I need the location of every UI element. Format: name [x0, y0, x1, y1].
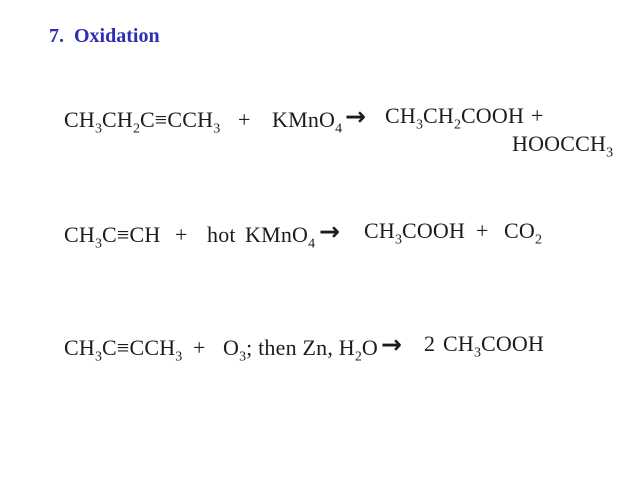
- plus-sign: +: [531, 103, 544, 128]
- reaction-arrow-icon: →: [381, 330, 402, 359]
- formula-ch3cooh: [364, 218, 466, 248]
- formula-text: CH: [443, 331, 474, 356]
- formula-text: COOH: [480, 331, 545, 356]
- formula-text: CH: [64, 107, 95, 132]
- reagent-o3-then-zn-h2o: [223, 335, 378, 365]
- subscript: 2: [534, 232, 542, 248]
- subscript: 3: [213, 121, 221, 137]
- formula-kmno4: [245, 222, 316, 252]
- subscript: 3: [175, 349, 183, 365]
- formula-hoocch3: [512, 131, 614, 161]
- formula-kmno4: [272, 107, 343, 137]
- formula-text: CO: [504, 218, 535, 243]
- formula-ch3cooh: [443, 331, 545, 361]
- formula-ch3cch: [64, 222, 161, 252]
- formula-co2: [504, 218, 542, 248]
- plus-sign: +: [193, 335, 206, 360]
- subscript: 2: [354, 349, 362, 365]
- plus-sign: +: [238, 107, 251, 132]
- formula-text: CH: [64, 222, 95, 247]
- formula-text: CH: [364, 218, 395, 243]
- formula-text: COOH: [460, 103, 525, 128]
- subscript: 2: [132, 121, 140, 137]
- formula-text: CH: [422, 103, 454, 128]
- formula-ch3ch2ccch3: [64, 107, 221, 137]
- formula-text: COOH: [401, 218, 466, 243]
- formula-text: CH: [64, 335, 95, 360]
- formula-text: KMnO: [272, 107, 336, 132]
- subscript: 3: [394, 232, 402, 248]
- reaction-arrow-icon: →: [345, 102, 366, 131]
- hot-label: hot: [207, 222, 236, 247]
- formula-text: C≡CCH: [139, 107, 214, 132]
- formula-text: HOOCCH: [512, 131, 607, 156]
- subscript: 3: [606, 145, 614, 161]
- subscript: 3: [239, 349, 247, 365]
- formula-text: KMnO: [245, 222, 309, 247]
- formula-text: CH: [385, 103, 416, 128]
- subscript: 3: [473, 345, 481, 361]
- plus-sign: +: [175, 222, 188, 247]
- slide-title: 7. Oxidation: [49, 25, 160, 47]
- reaction-arrow-icon: →: [319, 217, 340, 246]
- subscript: 3: [415, 117, 423, 133]
- formula-text: ; then Zn, H: [246, 335, 355, 360]
- formula-text: CH: [101, 107, 133, 132]
- formula-text: C≡CH: [101, 222, 161, 247]
- formula-ch3ccch3: [64, 335, 183, 365]
- formula-text: O: [223, 335, 240, 360]
- coefficient-2: 2: [424, 331, 436, 356]
- subscript: 4: [308, 236, 316, 252]
- formula-ch3ch2cooh: [385, 103, 525, 133]
- subscript: 4: [335, 121, 343, 137]
- subscript: 3: [94, 349, 102, 365]
- formula-text: C≡CCH: [101, 335, 176, 360]
- formula-text: O: [361, 335, 378, 360]
- plus-sign: +: [476, 218, 489, 243]
- subscript: 3: [94, 121, 102, 137]
- subscript: 3: [94, 236, 102, 252]
- subscript: 2: [453, 117, 461, 133]
